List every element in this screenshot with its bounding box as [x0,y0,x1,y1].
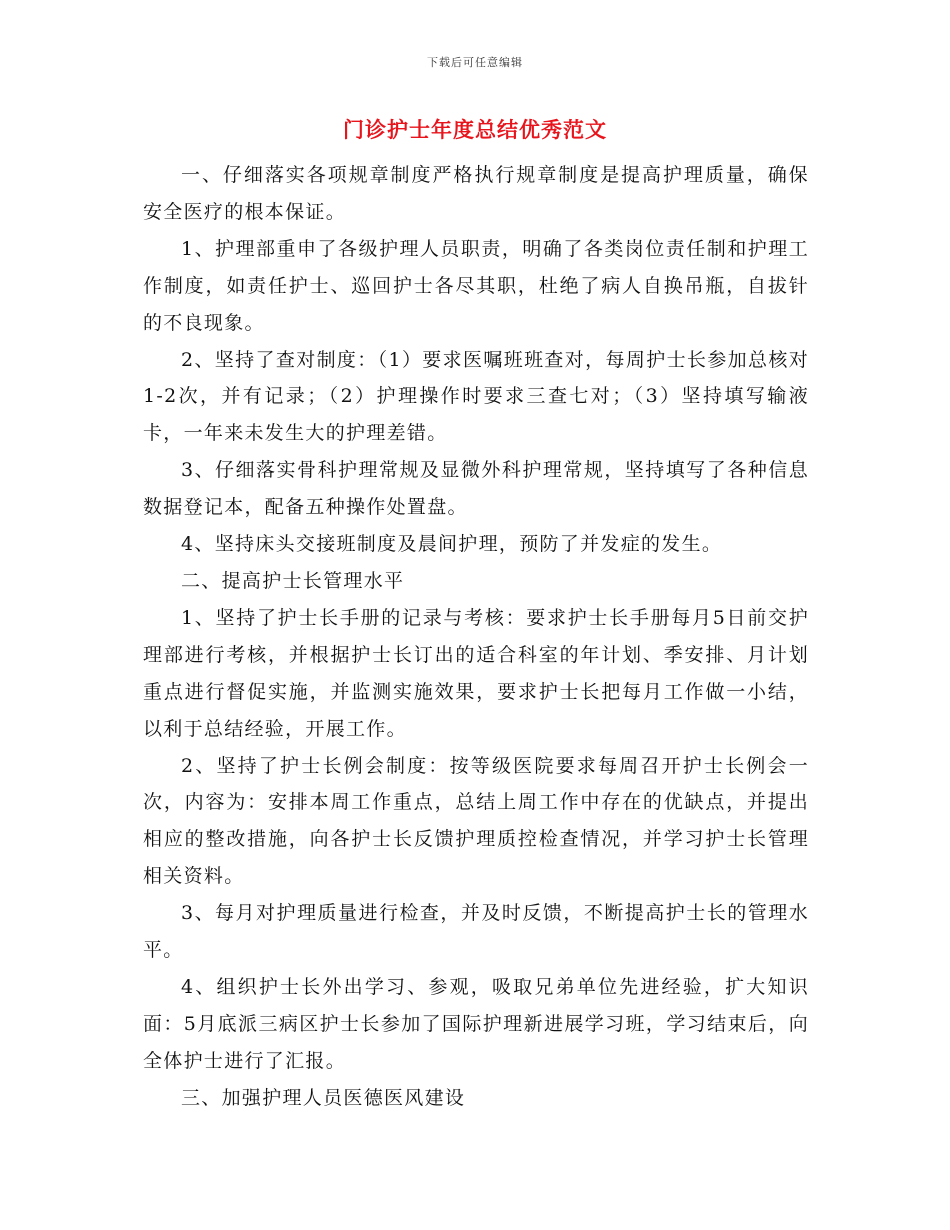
document-body [143,157,809,1117]
paragraph-item-2-2: 2、坚持了护士长例会制度：按等级医院要求每周召开护士长例会一次，内容为：安排本周工作重点，总结上周工作中存在的优缺点，并提出相应的整改措施，向各护士长反馈护理质控检查情况，并学习护士长管理相关资料。 [143,754,809,888]
paragraph-item-1-3: 3、仔细落实骨科护理常规及显微外科护理常规，坚持填写了各种信息数据登记本，配备五种操作处置盘。 [143,459,809,519]
page-header-note: 下载后可任意编辑 [427,56,523,69]
paragraph-section-3-heading: 三、加强护理人员医德医风建设 [181,1086,466,1109]
paragraph-item-1-1: 1、护理部重申了各级护理人员职责，明确了各类岗位责任制和护理工作制度，如责任护士、巡回护士各尽其职，杜绝了病人自换吊瓶，自拔针的不良现象。 [143,237,809,334]
document-title: 门诊护士年度总结优秀范文 [343,118,607,142]
paragraph-item-2-4: 4、组织护士长外出学习、参观，吸取兄弟单位先进经验，扩大知识面：5月底派三病区护士长参加了国际护理新进展学习班，学习结束后，向全体护士进行了汇报。 [143,975,809,1072]
paragraph-item-2-3: 3、每月对护理质量进行检查，并及时反馈，不断提高护士长的管理水平。 [143,902,809,962]
paragraph-item-2-1: 1、坚持了护士长手册的记录与考核：要求护士长手册每月5日前交护理部进行考核，并根据护士长订出的适合科室的年计划、季安排、月计划重点进行督促实施，并监测实施效果，要求护士长把每月工作做一小结，以利于总结经验，开展工作。 [143,606,809,740]
paragraph-item-1-4: 4、坚持床头交接班制度及晨间护理，预防了并发症的发生。 [181,533,723,556]
paragraph-section-2-heading: 二、提高护士长管理水平 [181,569,405,592]
paragraph-item-1-2: 2、坚持了查对制度：（1）要求医嘱班班查对，每周护士长参加总核对1-2次，并有记录；（2）护理操作时要求三查七对；（3）坚持填写输液卡，一年来未发生大的护理差错。 [143,348,809,445]
paragraph-section-1-heading: 一、仔细落实各项规章制度严格执行规章制度是提高护理质量，确保安全医疗的根本保证。 [143,164,809,223]
